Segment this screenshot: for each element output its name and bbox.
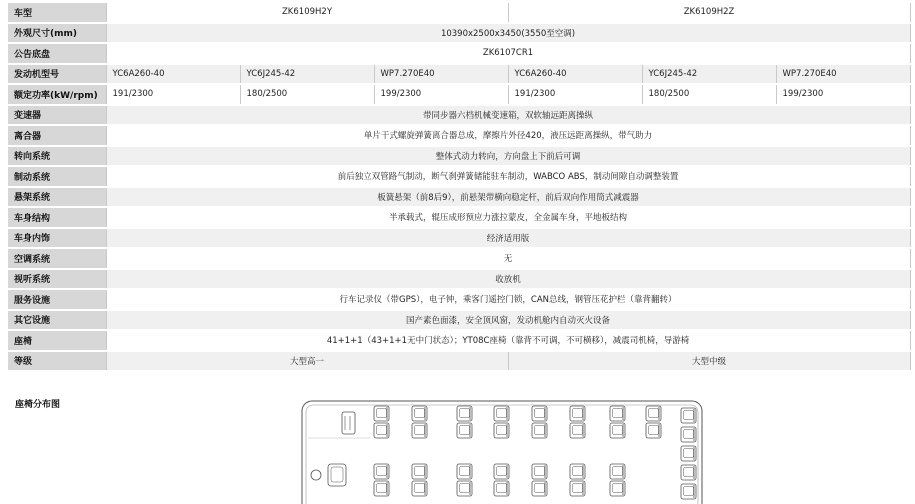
spec-label: 变速器 [8, 105, 106, 126]
spec-row [8, 105, 910, 126]
spec-label: 发动机型号 [8, 64, 106, 85]
spec-row [8, 146, 910, 167]
spec-value: YC6J245-42 [240, 64, 374, 85]
spec-row [8, 228, 910, 249]
spec-value: WP7.270E40 [374, 64, 508, 85]
spec-table [8, 1, 911, 370]
steering-wheel-icon [311, 470, 321, 480]
spec-label: 外观尺寸(mm) [8, 23, 106, 44]
spec-value: 191/2300 [106, 84, 240, 105]
spec-label: 离合器 [8, 125, 106, 146]
spec-label: 座椅 [8, 330, 106, 351]
spec-row [8, 269, 910, 290]
spec-label: 车身结构 [8, 207, 106, 228]
spec-label: 公告底盘 [8, 43, 106, 64]
spec-row [8, 330, 910, 351]
spec-value: 前后独立双管路气制动，断气刹弹簧储能驻车制动，WABCO ABS，制动间隙自动调整装置 [106, 166, 910, 187]
bus-outline [302, 401, 702, 504]
spec-value: 单片干式螺旋弹簧离合器总成，摩擦片外径420，液压远距离操纵，带气助力 [106, 125, 910, 146]
spec-value: 收放机 [106, 269, 910, 290]
spec-label: 空调系统 [8, 248, 106, 269]
spec-value: 无 [106, 248, 910, 269]
guide-seat-icon [342, 412, 355, 434]
spec-value: 带同步器六档机械变速箱，双软轴远距离操纵 [106, 105, 910, 126]
spec-value: 191/2300 [508, 84, 642, 105]
spec-value: 整体式动力转向，方向盘上下前后可调 [106, 146, 910, 167]
spec-value: 10390x2500x3450(3550至空调) [106, 23, 910, 44]
spec-value: 大型中级 [508, 351, 910, 371]
spec-label: 等级 [8, 351, 106, 371]
spec-value: 41+1+1（43+1+1无中门状态）；YT08C座椅（靠背不可调，不可横移），减震司机椅，导游椅 [106, 330, 910, 351]
spec-value: 经济适用版 [106, 228, 910, 249]
spec-label: 车型 [8, 2, 106, 23]
spec-row [8, 289, 910, 310]
spec-table-body [8, 2, 910, 370]
spec-row [8, 310, 910, 331]
spec-label: 额定功率(kW/rpm) [8, 84, 106, 105]
spec-value: YC6A260-40 [508, 64, 642, 85]
seat-layout-title: 座椅分布图 [15, 400, 61, 410]
spec-label: 视听系统 [8, 269, 106, 290]
spec-row [8, 23, 910, 44]
spec-row [8, 248, 910, 269]
spec-row [8, 43, 910, 64]
spec-label: 制动系统 [8, 166, 106, 187]
spec-row [8, 2, 910, 23]
spec-value: 半承载式，辊压成形预应力涨拉蒙皮，全金属车身，平地板结构 [106, 207, 910, 228]
spec-label: 车身内饰 [8, 228, 106, 249]
spec-row [8, 125, 910, 146]
spec-value: 行车记录仪（带GPS），电子钟，乘客门遥控门锁，CAN总线，钢管压花护栏（靠背翻转） [106, 289, 910, 310]
spec-value: 板簧悬架（前8后9），前悬架带横向稳定杆，前后双向作用筒式减震器 [106, 187, 910, 208]
driver-seat-icon [328, 464, 346, 486]
spec-value: 199/2300 [374, 84, 508, 105]
spec-row [8, 207, 910, 228]
spec-label: 其它设施 [8, 310, 106, 331]
spec-value: YC6J245-42 [642, 64, 776, 85]
spec-value: WP7.270E40 [776, 64, 910, 85]
spec-label: 悬架系统 [8, 187, 106, 208]
spec-value: 180/2500 [240, 84, 374, 105]
spec-row [8, 166, 910, 187]
spec-row [8, 64, 910, 85]
spec-value: 199/2300 [776, 84, 910, 105]
spec-value: 国产素色面漆，安全顶风窗，发动机舱内自动灭火设备 [106, 310, 910, 331]
spec-value: 180/2500 [642, 84, 776, 105]
bus-seat-layout-diagram [300, 398, 705, 504]
spec-label: 服务设施 [8, 289, 106, 310]
spec-row [8, 187, 910, 208]
spec-row [8, 84, 910, 105]
spec-value: ZK6107CR1 [106, 43, 910, 64]
spec-label: 转向系统 [8, 146, 106, 167]
spec-value: ZK6109H2Z [508, 2, 910, 23]
spec-value: 大型高一 [106, 351, 508, 371]
spec-value: YC6A260-40 [106, 64, 240, 85]
spec-row [8, 351, 910, 371]
spec-value: ZK6109H2Y [106, 2, 508, 23]
